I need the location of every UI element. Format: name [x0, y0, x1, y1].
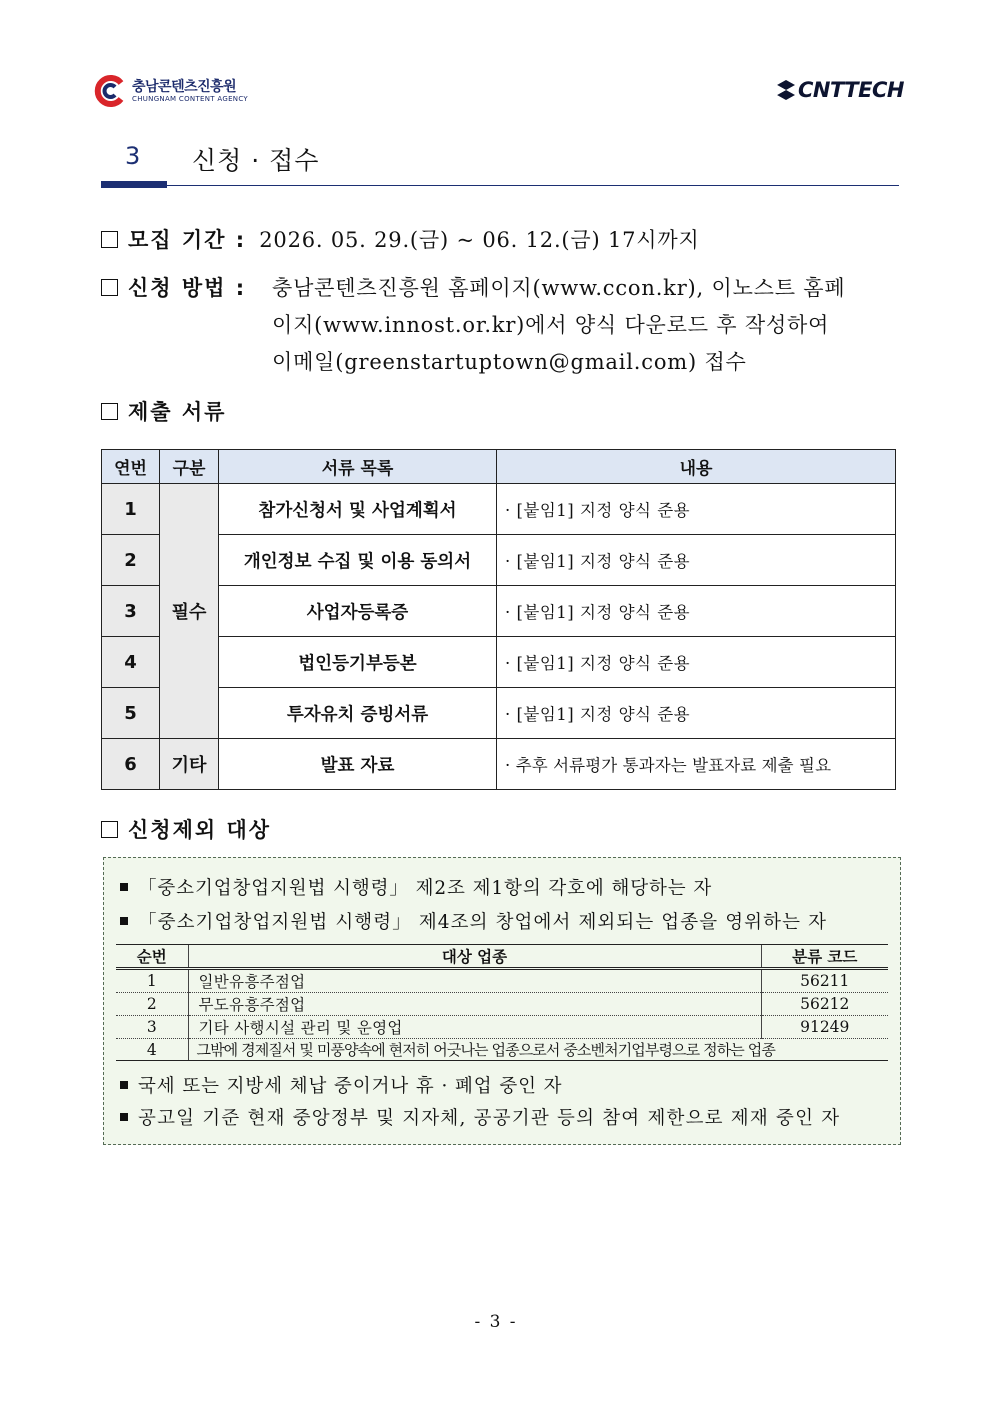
document-desc: · [붙임1] 지정 양식 준용 — [497, 535, 896, 586]
table-row — [116, 1039, 888, 1061]
table-row — [102, 484, 896, 535]
row-number: 4 — [102, 637, 160, 688]
document-desc: · [붙임1] 지정 양식 준용 — [497, 637, 896, 688]
industry-name: 기타 사행시설 관리 및 운영업 — [188, 1016, 761, 1039]
recruit-period — [101, 224, 700, 254]
documents-heading: 제출 서류 — [101, 396, 226, 426]
bullet-square-icon — [120, 1113, 128, 1121]
exclusion-bullet: 국세 또는 지방세 체납 중이거나 휴 · 폐업 중인 자 — [120, 1072, 562, 1098]
agency-logo-name: 충남콘텐츠진흥원 — [132, 78, 237, 95]
documents-table — [101, 449, 896, 790]
category-cell: 기타 — [160, 739, 219, 790]
section-number: 3 — [125, 142, 141, 170]
row-number: 5 — [102, 688, 160, 739]
table-row — [102, 637, 896, 688]
table-row — [102, 535, 896, 586]
page-number: - 3 - — [474, 1312, 518, 1332]
table-header-row — [102, 450, 896, 484]
recruit-period-value: 2026. 05. 29.(금) ~ 06. 12.(금) 17시까지 — [259, 228, 700, 252]
checkbox-icon — [101, 231, 118, 248]
apply-method-label: 신청 방법 : — [101, 276, 246, 300]
row-number: 6 — [102, 739, 160, 790]
partner-logo-icon — [776, 79, 796, 101]
checkbox-icon — [101, 821, 118, 838]
industry-code: 56212 — [761, 993, 888, 1016]
industry-code: 56211 — [761, 969, 888, 993]
document-name: 사업자등록증 — [219, 586, 497, 637]
document-name: 참가신청서 및 사업계획서 — [219, 484, 497, 535]
column-header: 대상 업종 — [188, 945, 761, 969]
document-desc: · [붙임1] 지정 양식 준용 — [497, 688, 896, 739]
checkbox-icon — [101, 279, 118, 296]
row-number: 1 — [102, 484, 160, 535]
partner-logo-text: CNTTECH — [798, 78, 904, 102]
partner-logo — [776, 78, 904, 102]
bullet-square-icon — [120, 1081, 128, 1089]
table-row — [102, 586, 896, 637]
column-header: 내용 — [497, 450, 896, 484]
document-desc: · [붙임1] 지정 양식 준용 — [497, 484, 896, 535]
apply-method-line-1: 충남콘텐츠진흥원 홈페이지(www.ccon.kr), 이노스트 홈페 — [272, 276, 846, 300]
recruit-period-label: 모집 기간 : — [101, 228, 246, 252]
exclusion-bullet: 「중소기업창업지원법 시행령」 제2조 제1항의 각호에 해당하는 자 — [120, 874, 712, 900]
table-row — [116, 1016, 888, 1039]
section-title-bar — [101, 181, 167, 188]
row-number: 2 — [102, 535, 160, 586]
document-name: 개인정보 수집 및 이용 동의서 — [219, 535, 497, 586]
table-row — [102, 688, 896, 739]
column-header: 서류 목록 — [219, 450, 497, 484]
row-number: 3 — [102, 586, 160, 637]
row-number: 1 — [116, 969, 188, 993]
exclusion-bullet: 공고일 기준 현재 중앙정부 및 지자체, 공공기관 등의 참여 제한으로 제재 중인 자 — [120, 1104, 840, 1130]
excluded-industries-table — [116, 944, 888, 1061]
column-header: 순번 — [116, 945, 188, 969]
document-desc: · [붙임1] 지정 양식 준용 — [497, 586, 896, 637]
table-row — [116, 993, 888, 1016]
industry-name: 그밖에 경제질서 및 미풍양속에 현저히 어긋나는 업종으로서 중소벤처기업부령으로 정하는 업종 — [188, 1039, 888, 1061]
checkbox-icon — [101, 403, 118, 420]
column-header: 분류 코드 — [761, 945, 888, 969]
category-cell: 필수 — [160, 484, 219, 739]
document-name: 발표 자료 — [219, 739, 497, 790]
row-number: 4 — [116, 1039, 188, 1061]
section-title: 신청 · 접수 — [192, 146, 320, 175]
section-title-line — [167, 185, 899, 186]
exclusion-heading: 신청제외 대상 — [101, 814, 271, 844]
row-number: 3 — [116, 1016, 188, 1039]
agency-logo-subtitle: CHUNGNAM CONTENT AGENCY — [132, 94, 248, 103]
table-row — [116, 969, 888, 993]
table-row — [102, 739, 896, 790]
document-name: 법인등기부등본 — [219, 637, 497, 688]
bullet-square-icon — [120, 883, 128, 891]
industry-code: 91249 — [761, 1016, 888, 1039]
apply-method-line-2: 이지(www.innost.or.kr)에서 양식 다운로드 후 작성하여 — [272, 313, 830, 337]
industry-name: 일반유흥주점업 — [188, 969, 761, 993]
column-header: 연번 — [102, 450, 160, 484]
column-header: 구분 — [160, 450, 219, 484]
row-number: 2 — [116, 993, 188, 1016]
exclusion-box — [103, 857, 901, 1145]
document-name: 투자유치 증빙서류 — [219, 688, 497, 739]
agency-logo — [93, 74, 248, 108]
exclusion-bullet: 「중소기업창업지원법 시행령」 제4조의 창업에서 제외되는 업종을 영위하는 자 — [120, 908, 827, 934]
apply-method-label-row — [101, 272, 246, 302]
agency-logo-icon — [93, 74, 127, 108]
industry-name: 무도유흥주점업 — [188, 993, 761, 1016]
apply-method-line-3: 이메일(greenstartuptown@gmail.com) 접수 — [272, 350, 747, 374]
table-header-row — [116, 945, 888, 969]
bullet-square-icon — [120, 917, 128, 925]
document-desc: · 추후 서류평가 통과자는 발표자료 제출 필요 — [497, 739, 896, 790]
